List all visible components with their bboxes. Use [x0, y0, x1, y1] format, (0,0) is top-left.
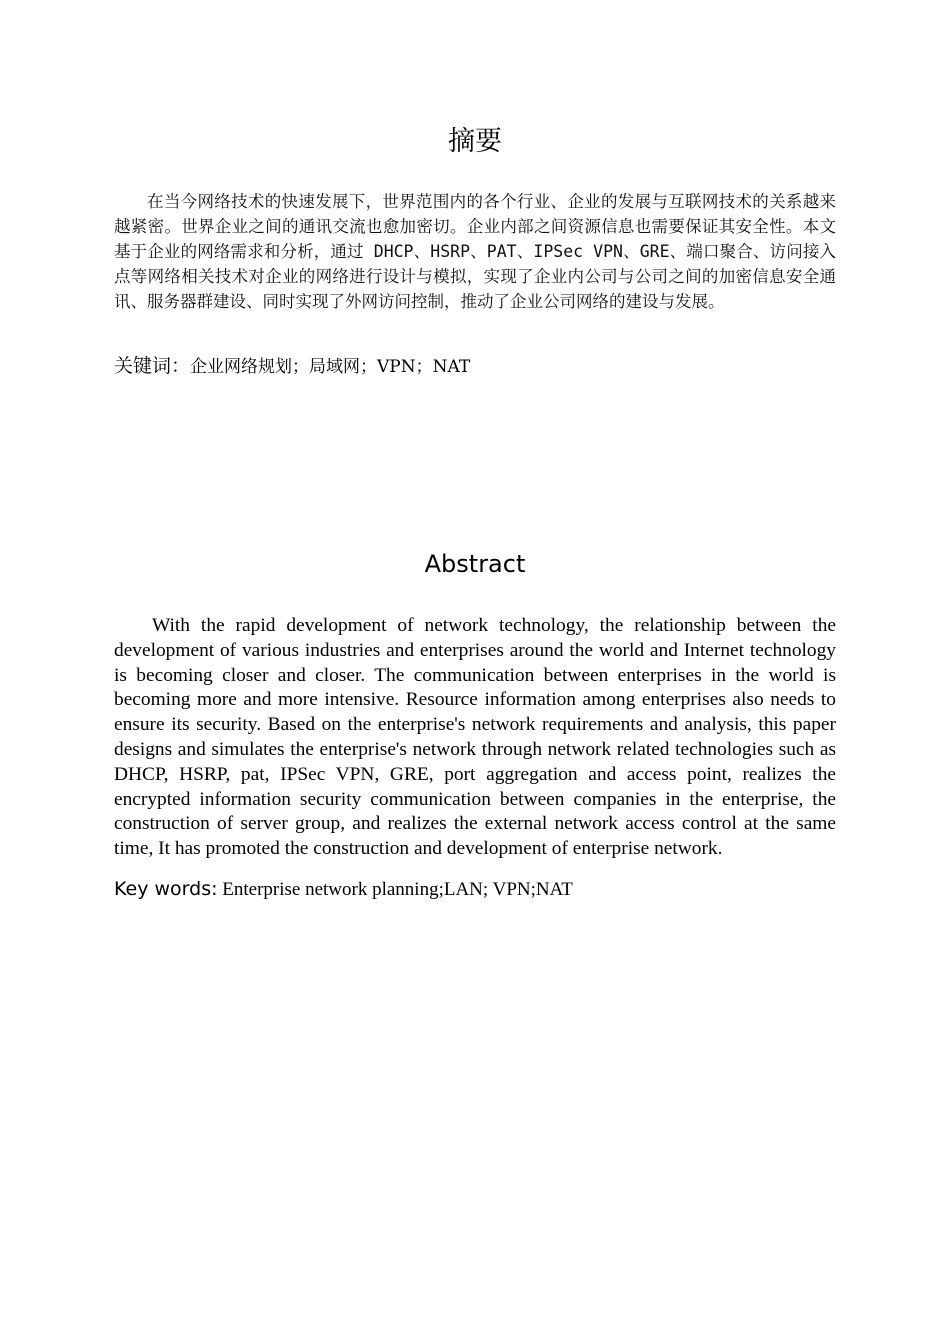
chinese-keywords-value: 企业网络规划；局域网；VPN；NAT: [190, 357, 471, 377]
chinese-abstract-body: 在当今网络技术的快速发展下，世界范围内的各个行业、企业的发展与互联网技术的关系越来越紧密。世界企业之间的通讯交流也愈加密切。企业内部之间资源信息也需要保证其安全性。本文基于企业的网络需求和分析，通过 DHCP、HSRP、PAT、IPSec VPN、GRE、端口聚合、访问接入点等网络相关技术对企业的网络进行设计与模拟，实现了企业内公司与公司之间的加密信息安全通讯、服务器群建设、同时实现了外网访问控制，推动了企业公司网络的建设与发展。: [114, 192, 836, 311]
chinese-abstract-title: 摘要: [448, 126, 502, 157]
english-keywords-label: Key words:: [114, 878, 218, 900]
english-abstract-title: Abstract: [424, 550, 526, 578]
english-keywords-value: Enterprise network planning;LAN; VPN;NAT: [222, 879, 573, 900]
english-keywords: [114, 876, 836, 903]
chinese-keywords: [114, 353, 836, 380]
english-abstract-body: With the rapid development of network technology, the relationship between the development of various industries and enterprises around the world and Internet technology is becoming closer and closer. The communication between enterprises in the world is becoming more and more intensive. Resource information among enterprises also needs to ensure its security. Based on the enterprise's network requirements and analysis, this paper designs and simulates the enterprise's network through network related technologies such as DHCP, HSRP, pat, IPSec VPN, GRE, port aggregation and access point, realizes the encrypted information security communication between companies in the enterprise, the construction of server group, and realizes the external network access control at the same time, It has promoted the construction and development of enterprise network.: [114, 615, 836, 860]
chinese-keywords-label: 关键词：: [114, 355, 191, 377]
